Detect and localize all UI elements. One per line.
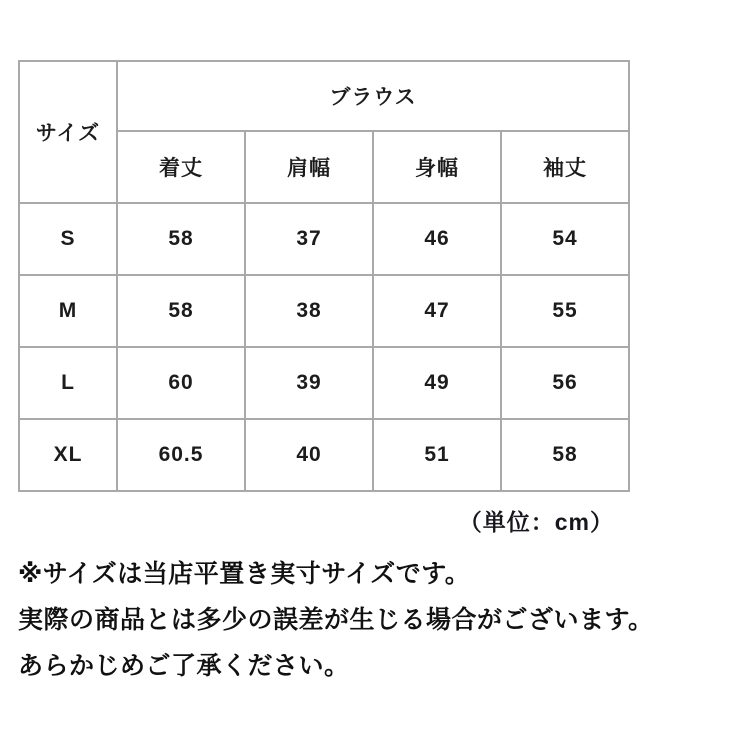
cell-value: 60 (117, 347, 245, 419)
cell-value: 39 (245, 347, 373, 419)
cell-value: 40 (245, 419, 373, 491)
table-row-s (19, 203, 629, 275)
unit-label: （単位：cm） (458, 509, 614, 535)
size-label: XL (19, 419, 117, 491)
size-notes (18, 551, 730, 689)
cell-value: 58 (117, 203, 245, 275)
cell-value: 60.5 (117, 419, 245, 491)
column-header-sleeve-length: 袖丈 (501, 131, 629, 203)
column-header-shoulder-width: 肩幅 (245, 131, 373, 203)
size-label: M (19, 275, 117, 347)
cell-value: 56 (501, 347, 629, 419)
note-line: ※サイズは当店平置き実寸サイズです。 (18, 560, 471, 588)
cell-value: 58 (501, 419, 629, 491)
cell-value: 47 (373, 275, 501, 347)
note-line: あらかじめご了承ください。 (18, 652, 350, 680)
size-label: L (19, 347, 117, 419)
cell-value: 51 (373, 419, 501, 491)
group-header-row (19, 61, 629, 131)
product-group-header: ブラウス (117, 61, 629, 131)
table-row-xl (19, 419, 629, 491)
cell-value: 54 (501, 203, 629, 275)
size-chart-table (18, 60, 630, 492)
column-header-body-length: 着丈 (117, 131, 245, 203)
table-row-l (19, 347, 629, 419)
column-header-body-width: 身幅 (373, 131, 501, 203)
cell-value: 46 (373, 203, 501, 275)
size-label: S (19, 203, 117, 275)
cell-value: 38 (245, 275, 373, 347)
cell-value: 58 (117, 275, 245, 347)
note-line: 実際の商品とは多少の誤差が生じる場合がございます。 (18, 606, 654, 634)
table-row-m (19, 275, 629, 347)
cell-value: 49 (373, 347, 501, 419)
cell-value: 55 (501, 275, 629, 347)
size-column-header: サイズ (19, 61, 117, 203)
cell-value: 37 (245, 203, 373, 275)
